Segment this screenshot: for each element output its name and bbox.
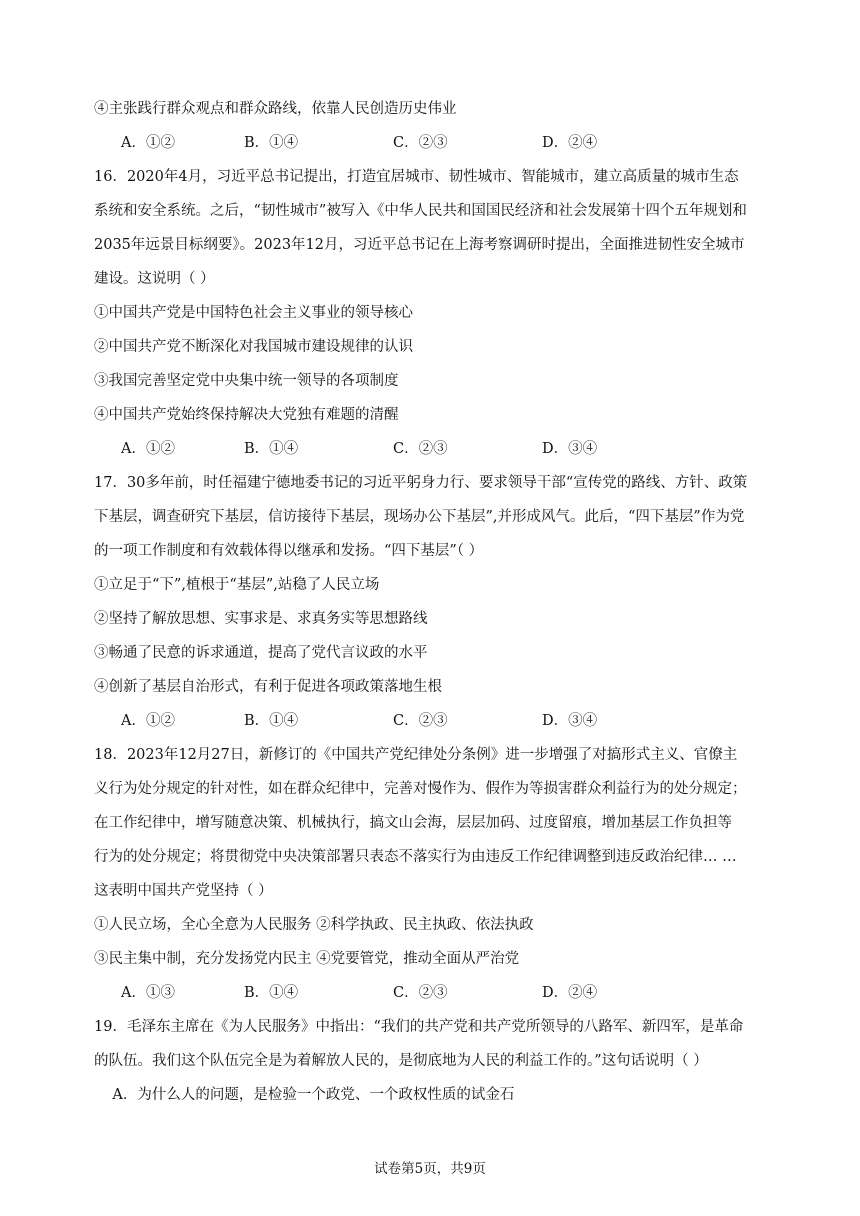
q16-options <box>121 439 721 459</box>
q19-option-a: A．为什么人的问题，是检验一个政党、一个政权性质的试金石 <box>94 1087 515 1103</box>
q19-stem-line-2: 的队伍。我们这个队伍完全是为着解放人民的，是彻底地为人民的利益工作的。”这句话说明（ ） <box>94 1053 708 1069</box>
q15-statement-4: ④主张践行群众观点和群众路线，依靠人民创造历史伟业 <box>94 101 457 117</box>
q16-stem-line-2: 系统和安全系统。之后，“韧性城市”被写入《中华人民共和国国民经济和社会发展第十四个五年规划和 <box>94 203 747 219</box>
page-footer: 试卷第5页，共9页 <box>374 1161 486 1177</box>
q16-stem-line-1: 16．2020年4月，习近平总书记提出，打造宜居城市、韧性城市、智能城市，建立高质量的城市生态 <box>94 169 739 185</box>
q15-options <box>121 133 721 153</box>
q18-stem-line-1: 18．2023年12月27日，新修订的《中国共产党纪律处分条例》进一步增强了对搞形式主义、官僚主 <box>94 747 738 763</box>
q16-option-a: A．①② <box>121 441 175 457</box>
q18-option-c: C．②③ <box>393 985 448 1001</box>
q16-option-c: C．②③ <box>393 441 448 457</box>
q16-statement-3: ③我国完善坚定党中央集中统一领导的各项制度 <box>94 373 399 389</box>
q15-option-d: D．②④ <box>542 135 598 151</box>
q18-stem-line-4: 行为的处分规定；将贯彻党中央决策部署只表态不落实行为由违反工作纪律调整到违反政治纪律… … <box>94 849 737 865</box>
q17-option-d: D．③④ <box>542 713 598 729</box>
q16-option-d: D．③④ <box>542 441 598 457</box>
q18-option-b: B．①④ <box>244 985 299 1001</box>
q17-stem-line-1: 17．30多年前，时任福建宁德地委书记的习近平躬身力行、要求领导干部“宣传党的路线、方针、政策 <box>94 475 748 491</box>
q17-option-b: B．①④ <box>244 713 299 729</box>
q16-option-b: B．①④ <box>244 441 299 457</box>
q17-statement-1: ①立足于“下”,植根于“基层”,站稳了人民立场 <box>94 577 380 593</box>
q18-statements-1-2: ①人民立场，全心全意为人民服务 ②科学执政、民主执政、依法执政 <box>94 917 534 933</box>
q18-stem-line-5: 这表明中国共产党坚持（ ） <box>94 883 273 899</box>
q18-stem-line-2: 义行为处分规定的针对性，如在群众纪律中，完善对慢作为、假作为等损害群众利益行为的处分规定； <box>94 781 747 797</box>
q16-stem-line-3: 2035年远景目标纲要》。2023年12月，习近平总书记在上海考察调研时提出，全面推进韧性安全城市 <box>94 237 745 253</box>
q18-statements-3-4: ③民主集中制，充分发扬党内民主 ④党要管党，推动全面从严治党 <box>94 951 520 967</box>
q17-option-c: C．②③ <box>393 713 448 729</box>
q17-options <box>121 711 721 731</box>
q19-stem-line-1: 19．毛泽东主席在《为人民服务》中指出：“我们的共产党和共产党所领导的八路军、新四军，是革命 <box>94 1019 744 1035</box>
q15-option-a: A．①② <box>121 135 175 151</box>
q16-statement-1: ①中国共产党是中国特色社会主义事业的领导核心 <box>94 305 413 321</box>
q17-statement-4: ④创新了基层自治形式，有利于促进各项政策落地生根 <box>94 679 442 695</box>
q17-statement-3: ③畅通了民意的诉求通道，提高了党代言议政的水平 <box>94 645 428 661</box>
q15-option-c: C．②③ <box>393 135 448 151</box>
q18-options <box>121 983 721 1003</box>
q17-stem-line-3: 的一项工作制度和有效载体得以继承和发扬。“四下基层”（ ） <box>94 543 484 559</box>
q17-stem-line-2: 下基层，调查研究下基层，信访接待下基层，现场办公下基层”,并形成风气。此后，“四下基层”作为党 <box>94 509 745 525</box>
q16-statement-2: ②中国共产党不断深化对我国城市建设规律的认识 <box>94 339 413 355</box>
q16-statement-4: ④中国共产党始终保持解决大党独有难题的清醒 <box>94 407 399 423</box>
q18-option-a: A．①③ <box>121 985 175 1001</box>
q18-stem-line-3: 在工作纪律中，增写随意决策、机械执行，搞文山会海，层层加码、过度留痕，增加基层工作负担等 <box>94 815 732 831</box>
q16-stem-line-4: 建设。这说明（ ） <box>94 271 215 287</box>
q17-option-a: A．①② <box>121 713 175 729</box>
q15-option-b: B．①④ <box>244 135 299 151</box>
q18-option-d: D．②④ <box>542 985 598 1001</box>
q17-statement-2: ②坚持了解放思想、实事求是、求真务实等思想路线 <box>94 611 428 627</box>
